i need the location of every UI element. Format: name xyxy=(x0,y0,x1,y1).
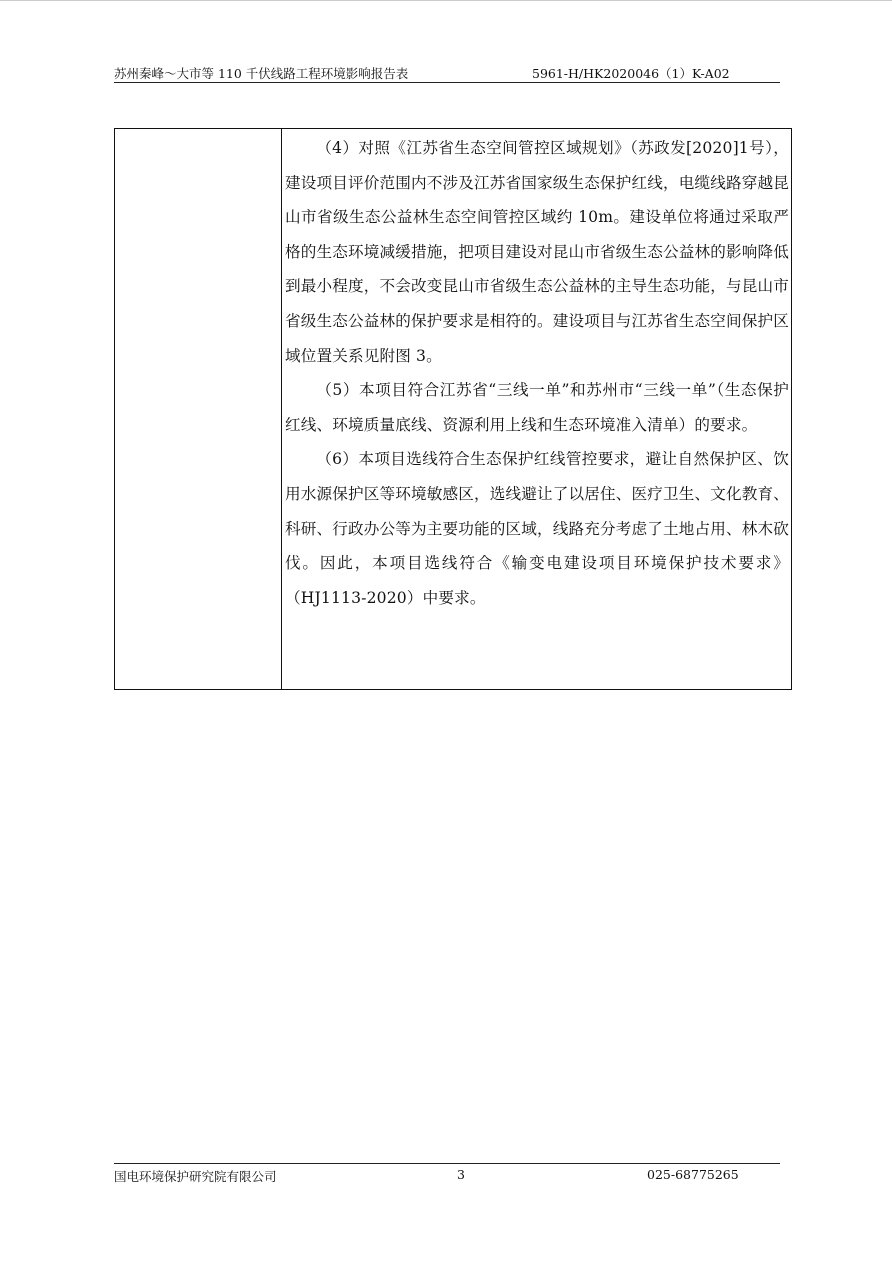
page-header xyxy=(114,62,780,83)
footer-phone: 025-68775265 xyxy=(647,1167,739,1182)
paragraph-5: （5）本项目符合江苏省“三线一单”和苏州市“三线一单”（生态保护红线、环境质量底线、资源利用上线和生态环境准入清单）的要求。 xyxy=(285,381,789,434)
page-top-edge xyxy=(0,0,892,1)
footer-page-number: 3 xyxy=(457,1167,465,1182)
page-footer xyxy=(114,1163,780,1184)
table-left-cell xyxy=(115,129,282,689)
table-right-cell xyxy=(283,129,791,689)
footer-company: 国电环境保护研究院有限公司 xyxy=(114,1169,277,1184)
paragraph-4: （4）对照《江苏省生态空间管控区域规划》（苏政发[2020]1号），建设项目评价范围内不涉及江苏省国家级生态保护红线，电缆线路穿越昆山市省级生态公益林生态空间管控区域约 10m。建设单位将通过采取严格的生态环境减缓措施，把项目建设对昆山市省级生态公益林的影响降低到最小程度，不会改变昆山市省级生态公益林的主导生态功能，与昆山市省级生态公益林的保护要求是相符的。建设项目与江苏省生态空间保护区域位置关系见附图 3。 xyxy=(285,139,789,365)
header-document-code: 5961-H/HK2020046（1）K-A02 xyxy=(532,66,730,81)
content-table xyxy=(114,128,792,690)
paragraph-6: （6）本项目选线符合生态保护红线管控要求，避让自然保护区、饮用水源保护区等环境敏感区，选线避让了以居住、医疗卫生、文化教育、科研、行政办公等为主要功能的区域，线路充分考虑了土地占用、林木砍伐。因此，本项目选线符合《输变电建设项目环境保护技术要求》（HJ1113-2020）中要求。 xyxy=(285,450,789,607)
header-title: 苏州秦峰～大市等 110 千伏线路工程环境影响报告表 xyxy=(114,66,409,81)
